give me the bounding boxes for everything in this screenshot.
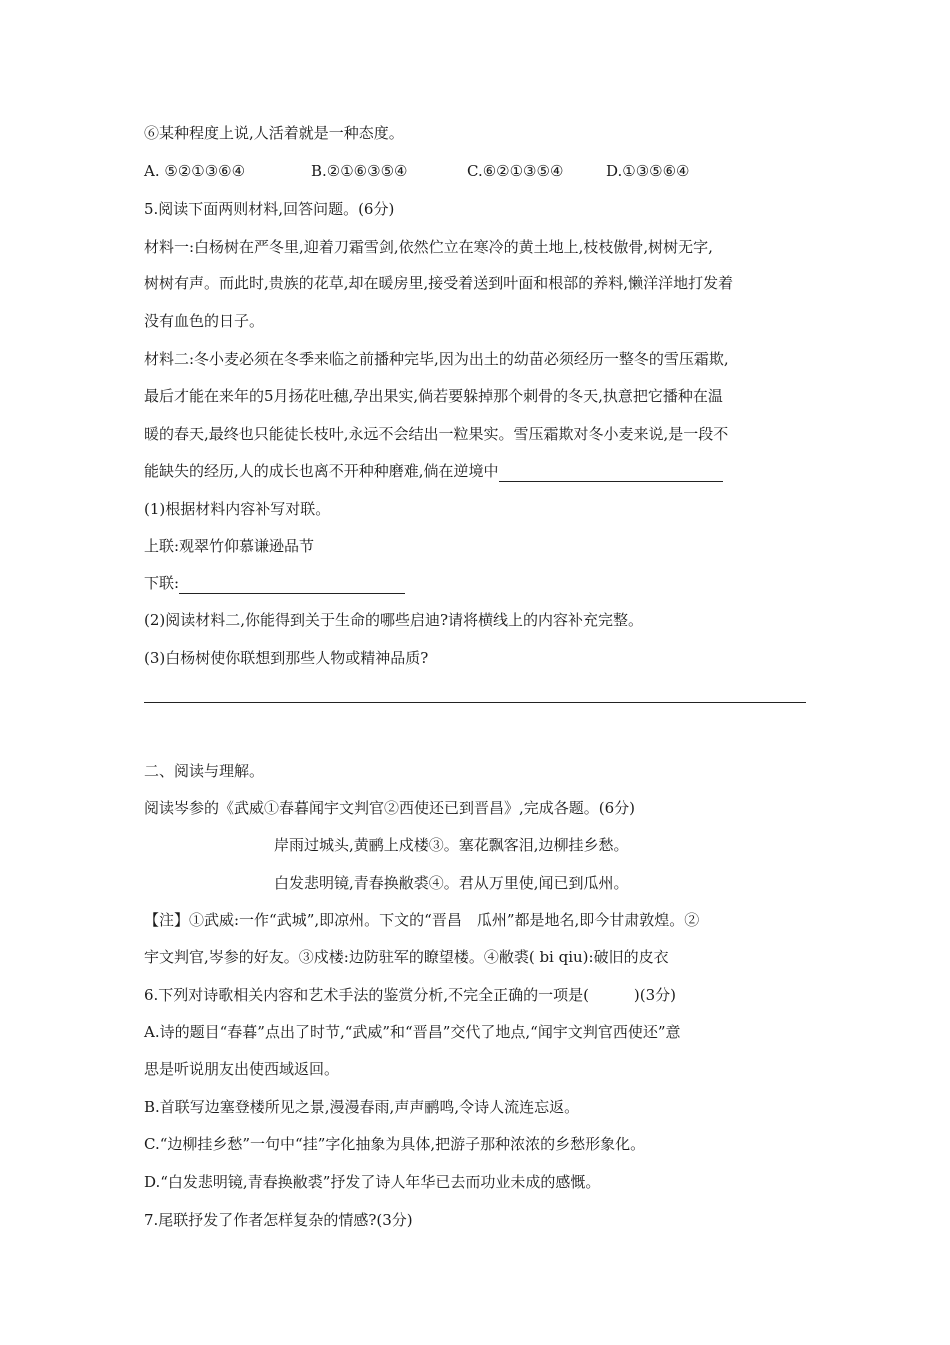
q4-item-6: ⑥某种程度上说,人活着就是一种态度。 — [144, 124, 404, 142]
note-line: 宇文判官,岑参的好友。③戍楼:边防驻军的瞭望楼。④敝裘( bi qiu):破旧的皮衣 — [144, 948, 669, 966]
q6-option-a: A.诗的题目“春暮”点出了时节,“武威”和“晋昌”交代了地点,“闻宇文判官西使还”意 — [144, 1023, 681, 1041]
reading-intro: 阅读岑参的《武威①春暮闻宇文判官②西使还已到晋昌》,完成各题。(6分) — [144, 799, 636, 817]
option-c: C.⑥②①③⑤④ — [467, 162, 564, 180]
poem-line: 白发悲明镜,青春换敝裘④。君从万里使,闻已到瓜州。 — [274, 874, 629, 892]
q6-option-c: C.“边柳挂乡愁”一句中“挂”字化抽象为具体,把游子那种浓浓的乡愁形象化。 — [144, 1135, 646, 1153]
material-2-line: 最后才能在来年的5月扬花吐穗,孕出果实,倘若要躲掉那个刺骨的冬天,执意把它播种在温 — [144, 387, 723, 405]
q7-stem: 7.尾联抒发了作者怎样复杂的情感?(3分) — [144, 1211, 413, 1229]
material-2-line: 材料二:冬小麦必须在冬季来临之前播种完毕,因为出土的幼苗必须经历一整冬的雪压霜欺, — [144, 350, 729, 368]
q5-sub-1: (1)根据材料内容补写对联。 — [144, 500, 331, 518]
material-1-line: 没有血色的日子。 — [144, 312, 265, 330]
option-d: D.①③⑤⑥④ — [606, 162, 690, 180]
material-2-line: 暖的春天,最终也只能徒长枝叶,永远不会结出一粒果实。雪压霜欺对冬小麦来说,是一段不 — [144, 425, 729, 443]
material-2-last-text: 能缺失的经历,人的成长也离不开种种磨难,倘在逆境中 — [144, 462, 499, 480]
answer-rule[interactable] — [144, 702, 806, 703]
q6-option-b: B.首联写边塞登楼所见之景,漫漫春雨,声声鹂鸣,令诗人流连忘返。 — [144, 1098, 580, 1116]
couplet-lower-blank[interactable] — [179, 575, 405, 594]
couplet-upper: 上联:观翠竹仰慕谦逊品节 — [144, 537, 315, 555]
couplet-lower — [144, 572, 405, 594]
note-line: 【注】①武威:一作“武城”,即凉州。下文的“晋昌 瓜州”都是地名,即今甘肃敦煌。② — [144, 911, 700, 929]
answer-blank[interactable] — [499, 463, 723, 482]
material-2-line-with-blank — [144, 460, 723, 482]
section-2-heading: 二、阅读与理解。 — [144, 762, 265, 780]
poem-line: 岸雨过城头,黄鹂上戍楼③。塞花飘客泪,边柳挂乡愁。 — [274, 836, 629, 854]
q5-sub-2: (2)阅读材料二,你能得到关于生命的哪些启迪?请将横线上的内容补充完整。 — [144, 611, 644, 629]
option-a: A. ⑤②①③⑥④ — [144, 162, 246, 180]
q6-option-a-cont: 思是听说朋友出使西域返回。 — [144, 1060, 340, 1078]
q5-sub-3: (3)白杨树使你联想到那些人物或精神品质? — [144, 649, 429, 667]
material-1-line: 树树有声。而此时,贵族的花草,却在暖房里,接受着送到叶面和根部的养料,懒洋洋地打发着 — [144, 274, 734, 292]
couplet-lower-label: 下联: — [144, 574, 180, 592]
material-1-line: 材料一:白杨树在严冬里,迎着刀霜雪剑,依然伫立在寒冷的黄土地上,枝枝傲骨,树树无字, — [144, 238, 713, 256]
q6-option-d: D.“白发悲明镜,青春换敝裘”抒发了诗人年华已去而功业未成的感慨。 — [144, 1173, 601, 1191]
q6-stem: 6.下列对诗歌相关内容和艺术手法的鉴赏分析,不完全正确的一项是( )(3分) — [144, 986, 677, 1004]
q5-title: 5.阅读下面两则材料,回答问题。(6分) — [144, 200, 395, 218]
option-b: B.②①⑥③⑤④ — [311, 162, 408, 180]
